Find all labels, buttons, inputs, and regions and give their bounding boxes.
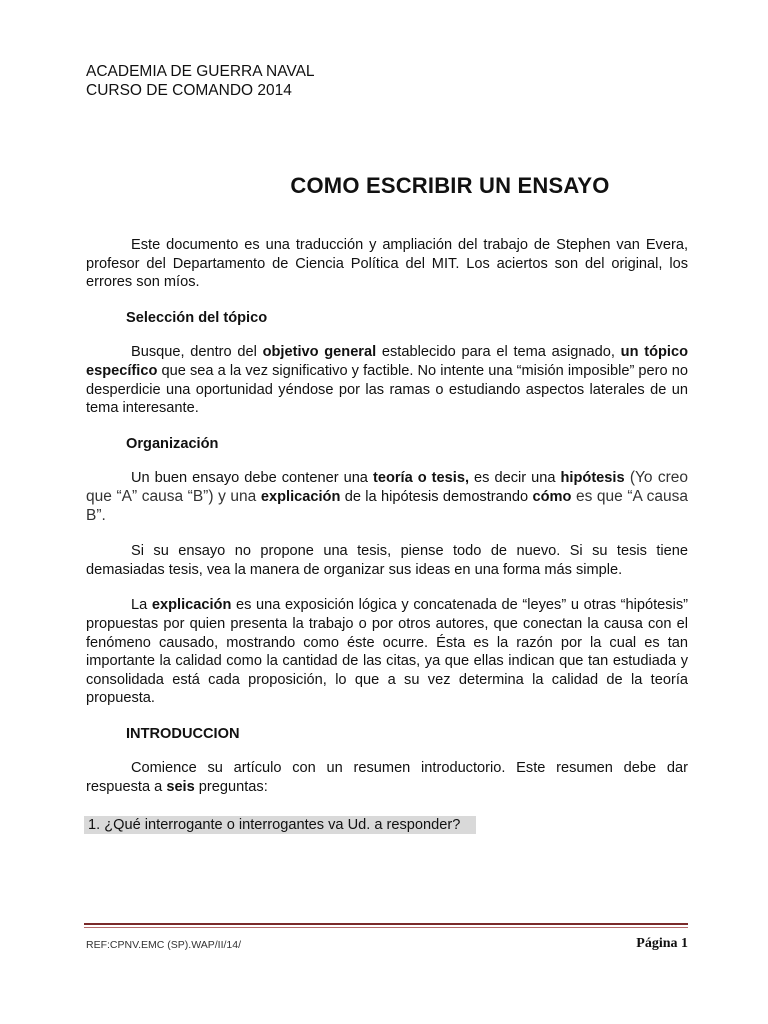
text-run: es decir una bbox=[469, 470, 561, 487]
document-title: COMO ESCRIBIR UN ENSAYO bbox=[290, 173, 610, 198]
section-heading-organization: Organización bbox=[126, 435, 219, 452]
simplify-paragraph: Si su ensayo no propone una tesis, piense todo de nuevo. Si su tesis tiene demasiadas tesis, vea la manera de organizar sus ideas en una forma más simple. bbox=[86, 543, 688, 578]
explanation-paragraph bbox=[86, 596, 688, 708]
text-run: La bbox=[131, 597, 152, 614]
bold-run: teoría o tesis, bbox=[372, 470, 469, 487]
text-run: que sea a la vez significativo y factible. No intente una “misión imposible” pero no desperdicie una oportunidad yéndose por las ramas o estudiando aspectos laterales de un tema interesante. bbox=[86, 362, 688, 417]
text-run: es una exposición lógica y concatenada de “leyes” u otras “hipótesis” propuestas por quien presenta la trabajo o por otros autores, que conectan la causa con el fenómeno causado, mostrando como éste ocurre. Ésta es la razón por la cual es tan importante la calidad como la cantidad de las citas, ya que ellas indican que tan estudiada y consolidada está cada proposición, lo que a su vez determina la calidad de la teoría propuesta. bbox=[86, 597, 688, 707]
text-run: es que “A causa B”. bbox=[86, 487, 688, 524]
document-header bbox=[86, 62, 315, 100]
footer-reference: REF:CPNV.EMC (SP).WAP/II/14/ bbox=[86, 939, 242, 951]
text-run: Busque, dentro del bbox=[131, 344, 263, 361]
text-run: de la hipótesis demostrando bbox=[340, 488, 533, 505]
bold-run: explicación bbox=[151, 597, 232, 614]
summary-paragraph bbox=[86, 759, 688, 796]
bold-run: explicación bbox=[260, 488, 341, 505]
text-run: preguntas: bbox=[194, 779, 268, 796]
question-item-1: 1. ¿Qué interrogante o interrogantes va Ud. a responder? bbox=[84, 816, 476, 835]
text-run: Un buen ensayo debe contener una bbox=[131, 470, 373, 487]
text-run: establecido para el tema asignado, bbox=[376, 344, 621, 361]
header-line-course: CURSO DE COMANDO 2014 bbox=[86, 82, 292, 99]
section-heading-topic: Selección del tópico bbox=[126, 309, 268, 326]
bold-run: hipótesis bbox=[560, 470, 625, 487]
section-heading-introduction: INTRODUCCION bbox=[126, 725, 240, 742]
document-body bbox=[86, 236, 688, 834]
bold-run: seis bbox=[166, 779, 195, 796]
footer-divider bbox=[84, 923, 688, 928]
topic-paragraph bbox=[86, 343, 688, 417]
bold-run: un tópico específico bbox=[86, 344, 688, 379]
bold-run: cómo bbox=[532, 488, 572, 505]
text-run: (Yo creo que “A” causa “B”) y una bbox=[86, 469, 688, 505]
intro-paragraph: Este documento es una traducción y ampliación del trabajo de Stephen van Evera, profesor del Departamento de Ciencia Política del MIT. Los aciertos son del original, los errores son míos. bbox=[86, 237, 688, 291]
bold-run: objetivo general bbox=[262, 344, 377, 361]
thesis-paragraph bbox=[86, 469, 688, 525]
page-number: Página 1 bbox=[636, 936, 688, 951]
text-run: Comience su artículo con un resumen introductorio. Este resumen debe dar respuesta a bbox=[86, 760, 688, 796]
header-line-institution: ACADEMIA DE GUERRA NAVAL bbox=[86, 63, 315, 80]
